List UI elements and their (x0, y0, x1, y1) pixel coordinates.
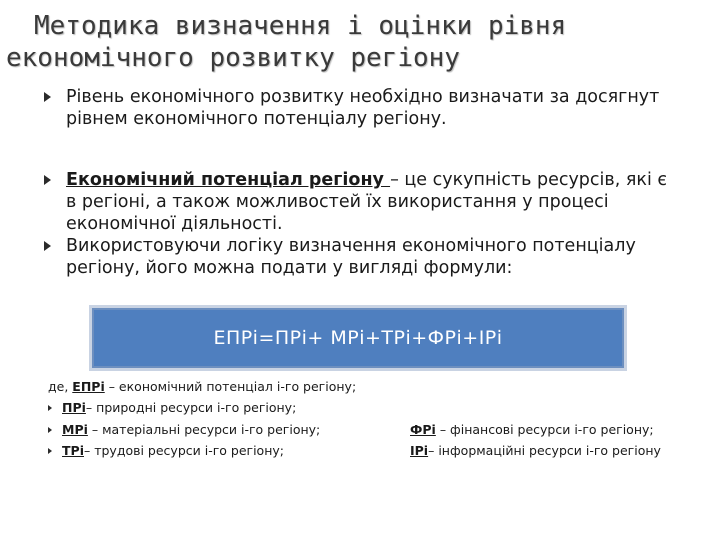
legend-text: – матеріальні ресурси і-го регіону; (87, 422, 321, 437)
bullet-text: – це сукупність ресурсів, які є (390, 170, 667, 190)
bullet-item (44, 235, 716, 279)
legend-text: – інформаційні ресурси і-го регіону (428, 443, 661, 458)
formula-box (92, 308, 624, 368)
bullet-text: Використовуючи логіку визначення економічного потенціалу (66, 236, 636, 256)
legend-text: – природні ресурси і-го регіону; (85, 400, 297, 415)
title-line-1: Методика визначення і оцінки рівня (34, 11, 567, 41)
legend-row (48, 378, 356, 395)
legend-row (410, 442, 661, 459)
title-line-2: економічного розвитку регіону (6, 43, 460, 73)
bullet-text: в регіоні, а також можливостей їх використання у процесі (66, 192, 609, 212)
bullet-text: регіону, його можна подати у вигляді формули: (66, 258, 513, 278)
bullet-arrow-icon (44, 92, 51, 102)
legend-text: – фінансові ресурси і-го регіону; (435, 422, 654, 437)
legend-key: ТРі (62, 443, 84, 458)
term-economic-potential: Економічний потенціал регіону (66, 170, 391, 190)
bullet-text: Рівень економічного розвитку необхідно визначати за досягнут (66, 87, 660, 107)
formula-text: ЕПРі=ПРі+ МРі+ТРі+ФРі+ІРі (213, 327, 503, 349)
bullet-list (44, 86, 716, 279)
bullet-arrow-icon (44, 241, 51, 251)
legend-row (48, 421, 320, 438)
legend-key: ПРі (62, 400, 86, 415)
bullet-text: рівнем економічного потенціалу регіону. (66, 109, 447, 129)
bullet-arrow-icon (48, 405, 52, 411)
legend-row (410, 421, 654, 438)
bullet-item (44, 86, 716, 130)
slide-title (0, 10, 720, 74)
bullet-arrow-icon (44, 175, 51, 185)
legend-prefix: де, (48, 379, 73, 394)
bullet-text: економічної діяльності. (66, 214, 283, 234)
legend-key: ФРі (410, 422, 436, 437)
legend-key: МРі (62, 422, 88, 437)
bullet-arrow-icon (48, 448, 52, 454)
legend-key: ЕПРі (72, 379, 105, 394)
legend-key: ІРі (410, 443, 429, 458)
bullet-item (44, 169, 716, 235)
bullet-arrow-icon (48, 427, 52, 433)
legend-row (48, 399, 296, 416)
legend-text: – трудові ресурси і-го регіону; (83, 443, 284, 458)
legend-row (48, 442, 284, 459)
legend-text: – економічний потенціал і-го регіону; (104, 379, 357, 394)
